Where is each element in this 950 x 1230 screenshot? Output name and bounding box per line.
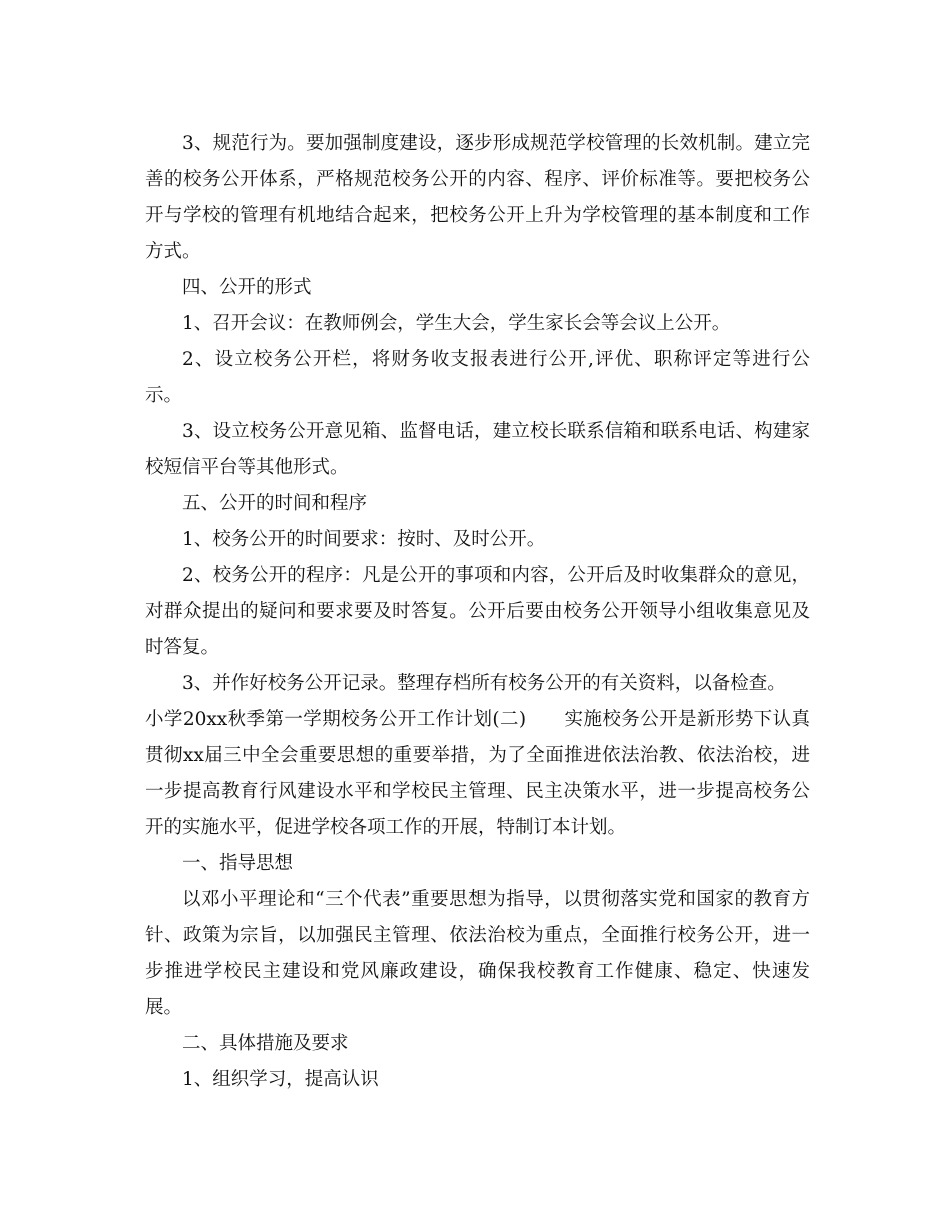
heading-specific-measures: 二、具体措施及要求: [182, 1033, 349, 1054]
second-plan-title: 小学20xx秋季第一学期校务公开工作计划(二): [145, 709, 527, 730]
paragraph-time-requirement: 1、校务公开的时间要求：按时、及时公开。: [182, 529, 546, 550]
heading-guiding-ideology: 一、指导思想: [182, 853, 294, 874]
paragraph-regulate-behavior: 3、规范行为。要加强制度建设，逐步形成规范学校管理的长效机制。建立完善的校务公开体系，严格规范校务公开的内容、程序、评价标准等。要把校务公开与学校的管理有机地结合起来，把校务公开上升为学校管理的基本制度和工作方式。: [145, 133, 810, 262]
paragraph-records: 3、并作好校务公开记录。整理存档所有校务公开的有关资料，以备检查。: [182, 673, 786, 694]
second-plan-intro: 实施校务公开是新形势下认真贯彻xx届三中全会重要思想的重要举措，为了全面推进依法治教、依法治校，进一步提高教育行风建设水平和学校民主管理、民主决策水平，进一步提高校务公开的实施水平，促进学校各项工作的开展，特制订本计划。: [145, 709, 810, 838]
paragraph-procedure: 2、校务公开的程序：凡是公开的事项和内容，公开后及时收集群众的意见，对群众提出的疑问和要求要及时答复。公开后要由校务公开领导小组收集意见及时答复。: [145, 565, 810, 658]
paragraph-organize-study: 1、组织学习，提高认识: [182, 1069, 379, 1090]
document-body: [145, 126, 810, 1098]
paragraph-disclosure-board: 2、设立校务公开栏，将财务收支报表进行公开,评优、职称评定等进行公示。: [145, 349, 810, 406]
heading-forms-of-disclosure: 四、公开的形式: [182, 277, 312, 298]
heading-time-and-procedure: 五、公开的时间和程序: [182, 493, 368, 514]
paragraph-hold-meetings: 1、召开会议：在教师例会，学生大会，学生家长会等会议上公开。: [182, 313, 731, 334]
paragraph-opinion-box: 3、设立校务公开意见箱、监督电话，建立校长联系信箱和联系电话、构建家校短信平台等其他形式。: [145, 421, 810, 478]
paragraph-guiding-ideology: 以邓小平理论和“三个代表”重要思想为指导，以贯彻落实党和国家的教育方针、政策为宗旨，以加强民主管理、依法治校为重点，全面推行校务公开，进一步推进学校民主建设和党风廉政建设，确保我校教育工作健康、稳定、快速发展。: [145, 889, 810, 1018]
paragraph-second-plan: [145, 702, 810, 846]
